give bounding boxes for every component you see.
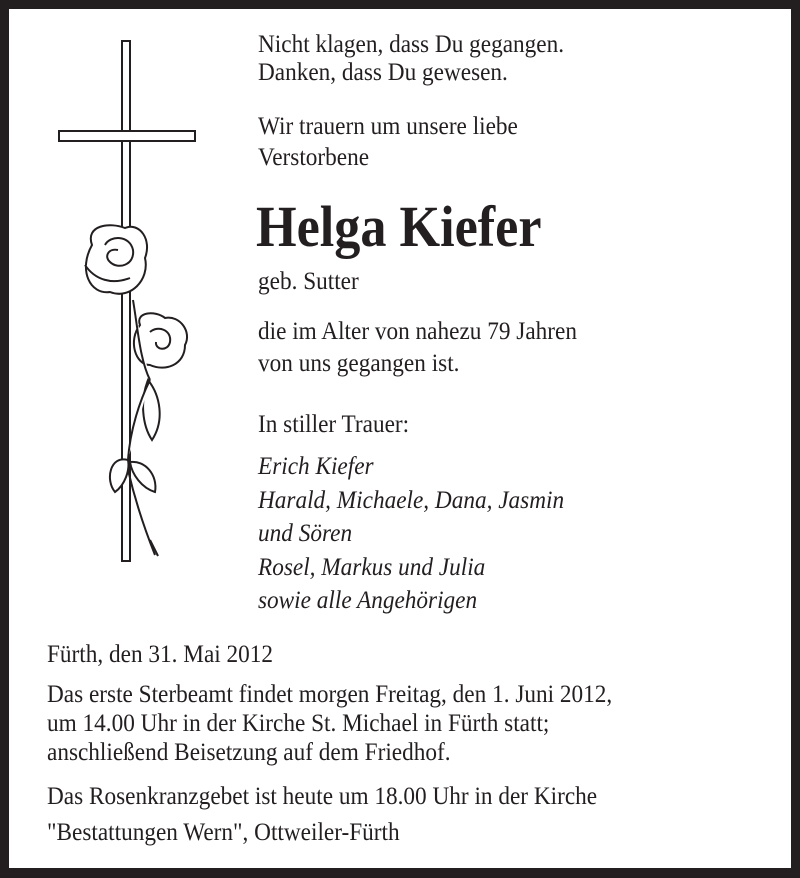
mourner-line: sowie alle Angehörigen — [258, 587, 478, 614]
age-line: von uns gegangen ist. — [258, 350, 460, 377]
intro-line: Verstorbene — [258, 144, 370, 171]
motto-line: Danken, dass Du gewesen. — [258, 59, 508, 86]
undertaker: "Bestattungen Wern", Ottweiler-Fürth — [47, 819, 400, 846]
place-date: Fürth, den 31. Mai 2012 — [47, 641, 274, 668]
mourner-line: und Sören — [258, 520, 353, 547]
maiden-name: geb. Sutter — [258, 268, 359, 295]
rose-icon — [85, 225, 187, 556]
deceased-name: Helga Kiefer — [256, 194, 542, 259]
funeral-info-line: Das erste Sterbeamt findet morgen Freitag, den 1. Juni 2012, — [47, 681, 613, 708]
motto-line: Nicht klagen, dass Du gegangen. — [258, 31, 565, 58]
rosary-info: Das Rosenkranzgebet ist heute um 18.00 Uhr in der Kirche — [47, 783, 598, 810]
mourning-heading: In stiller Trauer: — [258, 411, 410, 438]
mourner-line: Rosel, Markus und Julia — [258, 554, 486, 581]
mourner-line: Harald, Michaele, Dana, Jasmin — [258, 487, 565, 514]
funeral-info-line: um 14.00 Uhr in der Kirche St. Michael in Fürth statt; — [47, 710, 550, 737]
intro-line: Wir trauern um unsere liebe — [258, 113, 518, 140]
age-line: die im Alter von nahezu 79 Jahren — [258, 318, 577, 345]
mourner-line: Erich Kiefer — [258, 453, 374, 480]
funeral-info-line: anschließend Beisetzung auf dem Friedhof. — [47, 739, 451, 766]
